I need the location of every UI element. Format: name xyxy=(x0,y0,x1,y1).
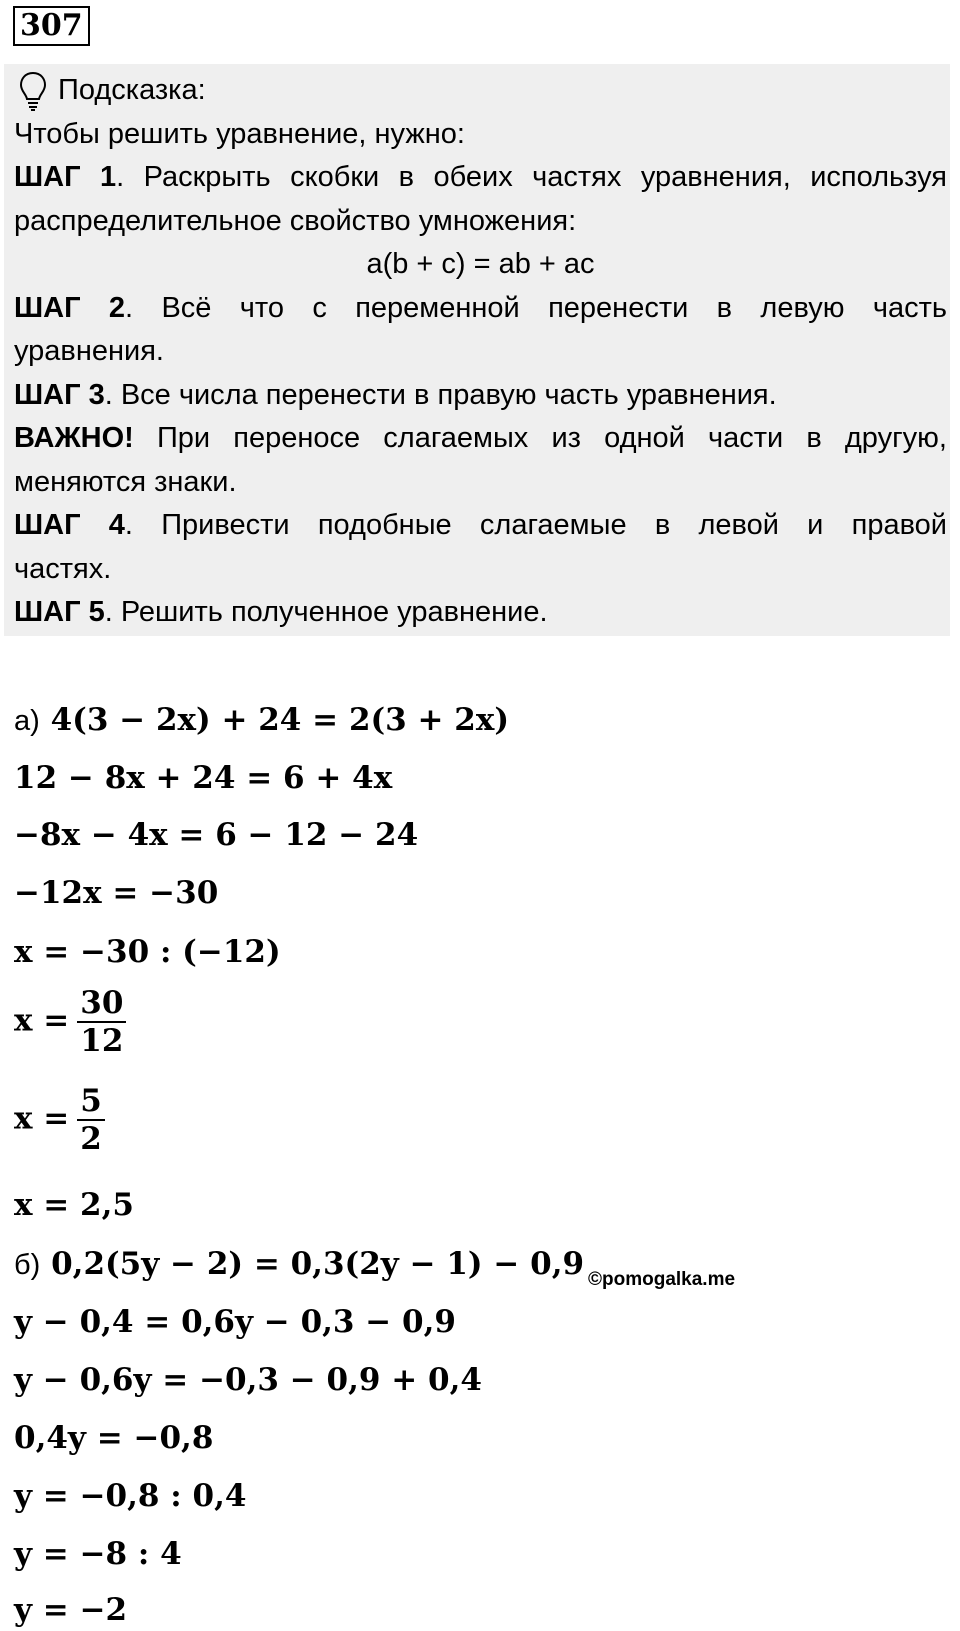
eq-a-fraction-1 xyxy=(14,985,126,1059)
eq-a-3: −12x = −30 xyxy=(14,875,219,911)
step4-label: ШАГ 4 xyxy=(14,509,125,541)
fraction-1-denominator: 12 xyxy=(77,1021,126,1059)
important-text: При переносе слагаемых из одной части в другую, xyxy=(133,422,947,454)
part-a-label: а) xyxy=(14,705,40,737)
eq-a-answer: x = 2,5 xyxy=(14,1187,134,1223)
fraction-2-numerator: 5 xyxy=(80,1083,102,1119)
hint-important xyxy=(14,416,947,460)
watermark: ©pomogalka.me xyxy=(588,1269,736,1290)
eq-b-2: y − 0,6y = −0,3 − 0,9 + 0,4 xyxy=(14,1362,482,1398)
hint-step4 xyxy=(14,503,947,547)
eq-a-fraction-2 xyxy=(14,1083,105,1157)
step2-label: ШАГ 2 xyxy=(14,292,126,324)
step4-text: . Привести подобные слагаемые в левой и правой xyxy=(124,509,947,541)
eq-b-4: y = −0,8 : 0,4 xyxy=(14,1478,247,1514)
step2-text: . Всё что с переменной перенести в левую часть xyxy=(125,292,947,324)
hint-step3 xyxy=(14,373,947,417)
eq-a-2: −8x − 4x = 6 − 12 − 24 xyxy=(14,817,419,853)
distributive-formula: a(b + c) = ab + ac xyxy=(366,248,595,280)
eq-b-3: 0,4y = −0,8 xyxy=(14,1420,214,1456)
step3-text: . Все числа перенести в правую часть уравнения. xyxy=(104,379,777,411)
lightbulb-icon xyxy=(18,70,48,112)
problem-number: 307 xyxy=(13,6,90,46)
hint-title: Подсказка: xyxy=(58,74,206,106)
fraction-1 xyxy=(77,985,126,1059)
hint-step1 xyxy=(14,155,947,199)
hint-intro: Чтобы решить уравнение, нужно: xyxy=(14,118,465,150)
fraction-1-numerator: 30 xyxy=(80,985,124,1021)
fraction-1-lhs: x = xyxy=(14,1002,70,1039)
step3-label: ШАГ 3 xyxy=(14,379,105,411)
hint-step2 xyxy=(14,286,947,330)
hint-step4-cont: частях. xyxy=(14,553,112,585)
part-a-equation xyxy=(14,700,509,741)
hint-step1-cont: распределительное свойство умножения: xyxy=(14,205,577,237)
hint-important-cont: меняются знаки. xyxy=(14,466,237,498)
eq-a-0: 4(3 − 2x) + 24 = 2(3 + 2x) xyxy=(50,702,510,738)
step5-label: ШАГ 5 xyxy=(14,596,105,628)
eq-b-6: y = −2 xyxy=(14,1592,128,1628)
fraction-2-denominator: 2 xyxy=(77,1119,105,1157)
eq-b-5: y = −8 : 4 xyxy=(14,1536,182,1572)
fraction-2-lhs: x = xyxy=(14,1100,70,1137)
step1-label: ШАГ 1 xyxy=(14,161,117,193)
eq-a-4: x = −30 : (−12) xyxy=(14,934,281,970)
fraction-2 xyxy=(77,1083,105,1157)
part-b-label: б) xyxy=(14,1249,41,1281)
hint-step2-cont: уравнения. xyxy=(14,335,164,367)
important-label: ВАЖНО! xyxy=(14,422,134,454)
hint-step5 xyxy=(14,590,947,634)
eq-b-1: y − 0,4 = 0,6y − 0,3 − 0,9 xyxy=(14,1304,456,1340)
part-b-equation xyxy=(14,1244,584,1285)
step1-text: . Раскрыть скобки в обеих частях уравнения, используя xyxy=(116,161,947,193)
eq-b-0: 0,2(5y − 2) = 0,3(2y − 1) − 0,9 xyxy=(51,1246,585,1282)
step5-text: . Решить полученное уравнение. xyxy=(104,596,548,628)
eq-a-1: 12 − 8x + 24 = 6 + 4x xyxy=(14,760,393,796)
